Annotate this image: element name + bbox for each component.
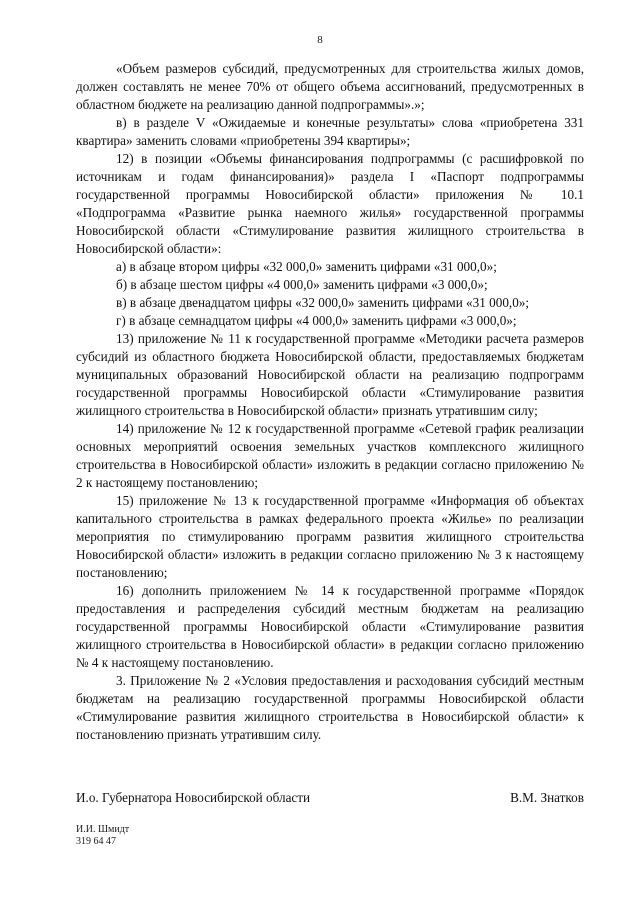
paragraph-section-3: 3. Приложение № 2 «Условия предоставления и расходования субсидий местным бюджетам на реализацию государственной программы Новосибирской области «Стимулирование развития жилищного строительства в Новосибирской области» к постановлению признать утратившим силу. (76, 673, 584, 742)
paragraph-item-12a: а) в абзаце втором цифры «32 000,0» заменить цифрами «31 000,0»; (116, 259, 497, 274)
page-number: 8 (317, 34, 323, 46)
paragraph-item-15: 15) приложение № 13 к государственной программе «Информация об объектах капитального строительства в рамках федерального проекта «Жилье» по реализации мероприятия по стимулированию программ развития жилищного строительства Новосибирской области» изложить в редакции согласно приложению № 3 к настоящему постановлению; (76, 493, 584, 580)
paragraph-subsidy-volume: «Объем размеров субсидий, предусмотренных для строительства жилых домов, должен составлять не менее 70% от общего объема ассигнований, предусмотренных в областном бюджете на реализацию данной подпрограммы».»; (76, 61, 584, 112)
paragraph-expected-results: в) в разделе V «Ожидаемые и конечные результаты» слова «приобретена 331 квартира» заменить словами «приобретены 394 квартиры»; (76, 115, 584, 148)
paragraph-item-16: 16) дополнить приложением № 14 к государственной программе «Порядок предоставления и распределения субсидий местным бюджетам на реализацию государственной программы Новосибирской области «Стимулирование развития жилищного строительства в Новосибирской области» в редакции согласно приложению № 4 к настоящему постановлению. (76, 583, 584, 670)
executor-name: И.И. Шмидт (76, 824, 130, 835)
document-body (76, 60, 584, 744)
signatory-name: В.М. Знатков (510, 790, 584, 805)
paragraph-item-12d: г) в абзаце семнадцатом цифры «4 000,0» заменить цифрами «3 000,0»; (116, 313, 517, 328)
signature-block (76, 789, 584, 807)
executor-phone: 319 64 47 (76, 836, 116, 847)
paragraph-item-14: 14) приложение № 12 к государственной программе «Сетевой график реализации основных мероприятий освоения земельных участков комплексного жилищного строительства в Новосибирской области» изложить в редакции согласно приложению № 2 к настоящему постановлению; (76, 421, 584, 490)
paragraph-item-13: 13) приложение № 11 к государственной программе «Методики расчета размеров субсидий из областного бюджета Новосибирской области, предоставляемых бюджетам муниципальных образований Новосибирской области на реализацию подпрограмм государственной программы Новосибирской области «Стимулирование развития жилищного строительства в Новосибирской области» признать утратившим силу; (76, 331, 584, 418)
paragraph-item-12c: в) в абзаце двенадцатом цифры «32 000,0» заменить цифрами «31 000,0»; (116, 295, 530, 310)
paragraph-item-12b: б) в абзаце шестом цифры «4 000,0» заменить цифрами «3 000,0»; (116, 277, 488, 292)
executor-block (76, 824, 129, 848)
signatory-position: И.о. Губернатора Новосибирской области (76, 790, 311, 805)
paragraph-item-12: 12) в позиции «Объемы финансирования подпрограммы (с расшифровкой по источникам и годам финансирования)» раздела I «Паспорт подпрограммы государственной программы Новосибирской области» приложения № 10.1 «Подпрограмма «Развитие рынка наемного жилья» государственной программы Новосибирской области «Стимулирование развития жилищного строительства в Новосибирской области»: (76, 151, 584, 256)
